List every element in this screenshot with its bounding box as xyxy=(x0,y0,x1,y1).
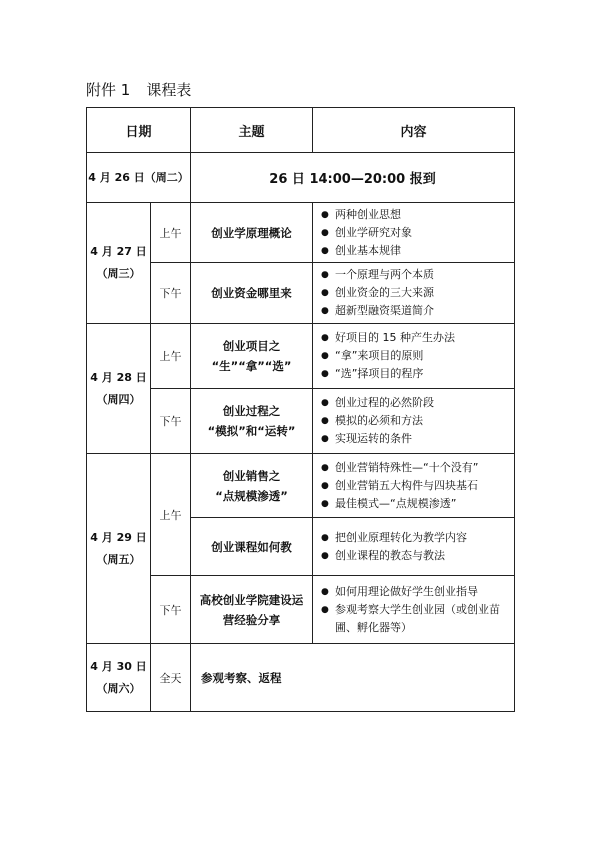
day-weekday: （周五） xyxy=(96,552,141,566)
list-item: ● 一个原理与两个本质 xyxy=(321,266,514,284)
day-weekday: （周三） xyxy=(96,267,141,280)
list-item: ● 好项目的 15 种产生办法 xyxy=(321,329,514,347)
list-item: ● “拿”来项目的原则 xyxy=(321,347,514,365)
list-item: ● 创业营销五大构件与四块基石 xyxy=(321,477,514,495)
table-row xyxy=(87,263,515,324)
session-content xyxy=(313,263,515,324)
table-row xyxy=(87,454,515,518)
topic-line: 创业销售之 xyxy=(222,468,281,483)
list-item: ● “选”择项目的程序 xyxy=(321,365,514,383)
session-topic xyxy=(191,576,313,644)
session-topic xyxy=(191,324,313,389)
day-date-cell xyxy=(87,324,151,454)
registration-date: 4 月 26 日（周二） xyxy=(87,153,191,203)
session-topic xyxy=(191,263,313,324)
topic-line: 创业学原理概论 xyxy=(211,225,292,240)
topic-line: “点规模渗透” xyxy=(215,488,288,503)
day-date: 4 月 28 日 xyxy=(90,370,147,384)
session-half: 全天 xyxy=(151,644,191,712)
session-content xyxy=(313,324,515,389)
header-date: 日期 xyxy=(87,108,191,153)
schedule-title: 课程表 xyxy=(146,81,192,99)
day-weekday: （周六） xyxy=(96,681,141,695)
session-content xyxy=(313,454,515,518)
course-schedule-table xyxy=(86,107,515,712)
attachment-label: 附件 1 xyxy=(86,81,131,99)
session-content xyxy=(313,518,515,576)
table-row xyxy=(87,576,515,644)
list-item: ● 两种创业思想 xyxy=(321,206,514,224)
list-item: ● 把创业原理转化为教学内容 xyxy=(321,529,514,547)
header-content: 内容 xyxy=(313,108,515,153)
topic-line: 创业资金哪里来 xyxy=(211,286,292,300)
session-half: 上午 xyxy=(151,324,191,389)
list-item: ● 创业过程的必然阶段 xyxy=(321,394,514,412)
table-row xyxy=(87,644,515,712)
list-item: ● 创业学研究对象 xyxy=(321,224,514,242)
session-topic xyxy=(191,454,313,518)
day-date-cell xyxy=(87,454,151,644)
header-row xyxy=(87,108,515,153)
session-activity: 参观考察、返程 xyxy=(191,644,515,712)
table-row xyxy=(87,203,515,263)
document-title xyxy=(86,79,191,100)
session-content xyxy=(313,389,515,454)
session-half: 下午 xyxy=(151,576,191,644)
list-item: ● 创业资金的三大来源 xyxy=(321,284,514,302)
topic-line: 创业课程如何教 xyxy=(211,539,292,554)
list-item: ● 最佳模式—“点规模渗透” xyxy=(321,495,514,513)
list-item: ● 创业课程的教态与教法 xyxy=(321,547,514,565)
day-date-cell xyxy=(87,203,151,324)
registration-text: 26 日 14:00—20:00 报到 xyxy=(191,153,515,203)
session-half: 上午 xyxy=(151,454,191,576)
list-item: ● 实现运转的条件 xyxy=(321,430,514,448)
list-item: ● 创业营销特殊性—“十个没有” xyxy=(321,459,514,477)
day-weekday: （周四） xyxy=(96,392,141,406)
day-date-cell xyxy=(87,644,151,712)
topic-line: 高校创业学院建设运 xyxy=(199,592,304,607)
table-row xyxy=(87,389,515,454)
list-item: ● 创业基本规律 xyxy=(321,242,514,260)
registration-row xyxy=(87,153,515,203)
day-date: 4 月 29 日 xyxy=(90,530,147,544)
session-content xyxy=(313,203,515,263)
session-half: 下午 xyxy=(151,389,191,454)
topic-line: 创业项目之 xyxy=(222,339,281,353)
day-date: 4 月 27 日 xyxy=(90,245,147,258)
session-topic xyxy=(191,389,313,454)
day-date: 4 月 30 日 xyxy=(90,659,147,673)
list-item: ● 如何用理论做好学生创业指导 xyxy=(321,583,514,601)
header-topic: 主题 xyxy=(191,108,313,153)
session-topic xyxy=(191,203,313,263)
list-item: ● 参观考察大学生创业园（或创业苗圃、孵化器等） xyxy=(321,601,514,637)
topic-line: “模拟”和“运转” xyxy=(207,424,296,438)
topic-line: 营经验分享 xyxy=(222,612,281,627)
session-half: 下午 xyxy=(151,263,191,324)
list-item: ● 超新型融资渠道简介 xyxy=(321,302,514,320)
session-half: 上午 xyxy=(151,203,191,263)
session-content xyxy=(313,576,515,644)
table-row xyxy=(87,324,515,389)
topic-line: 创业过程之 xyxy=(222,404,281,418)
list-item: ● 模拟的必须和方法 xyxy=(321,412,514,430)
session-topic xyxy=(191,518,313,576)
topic-line: “生”“拿”“选” xyxy=(211,359,292,373)
